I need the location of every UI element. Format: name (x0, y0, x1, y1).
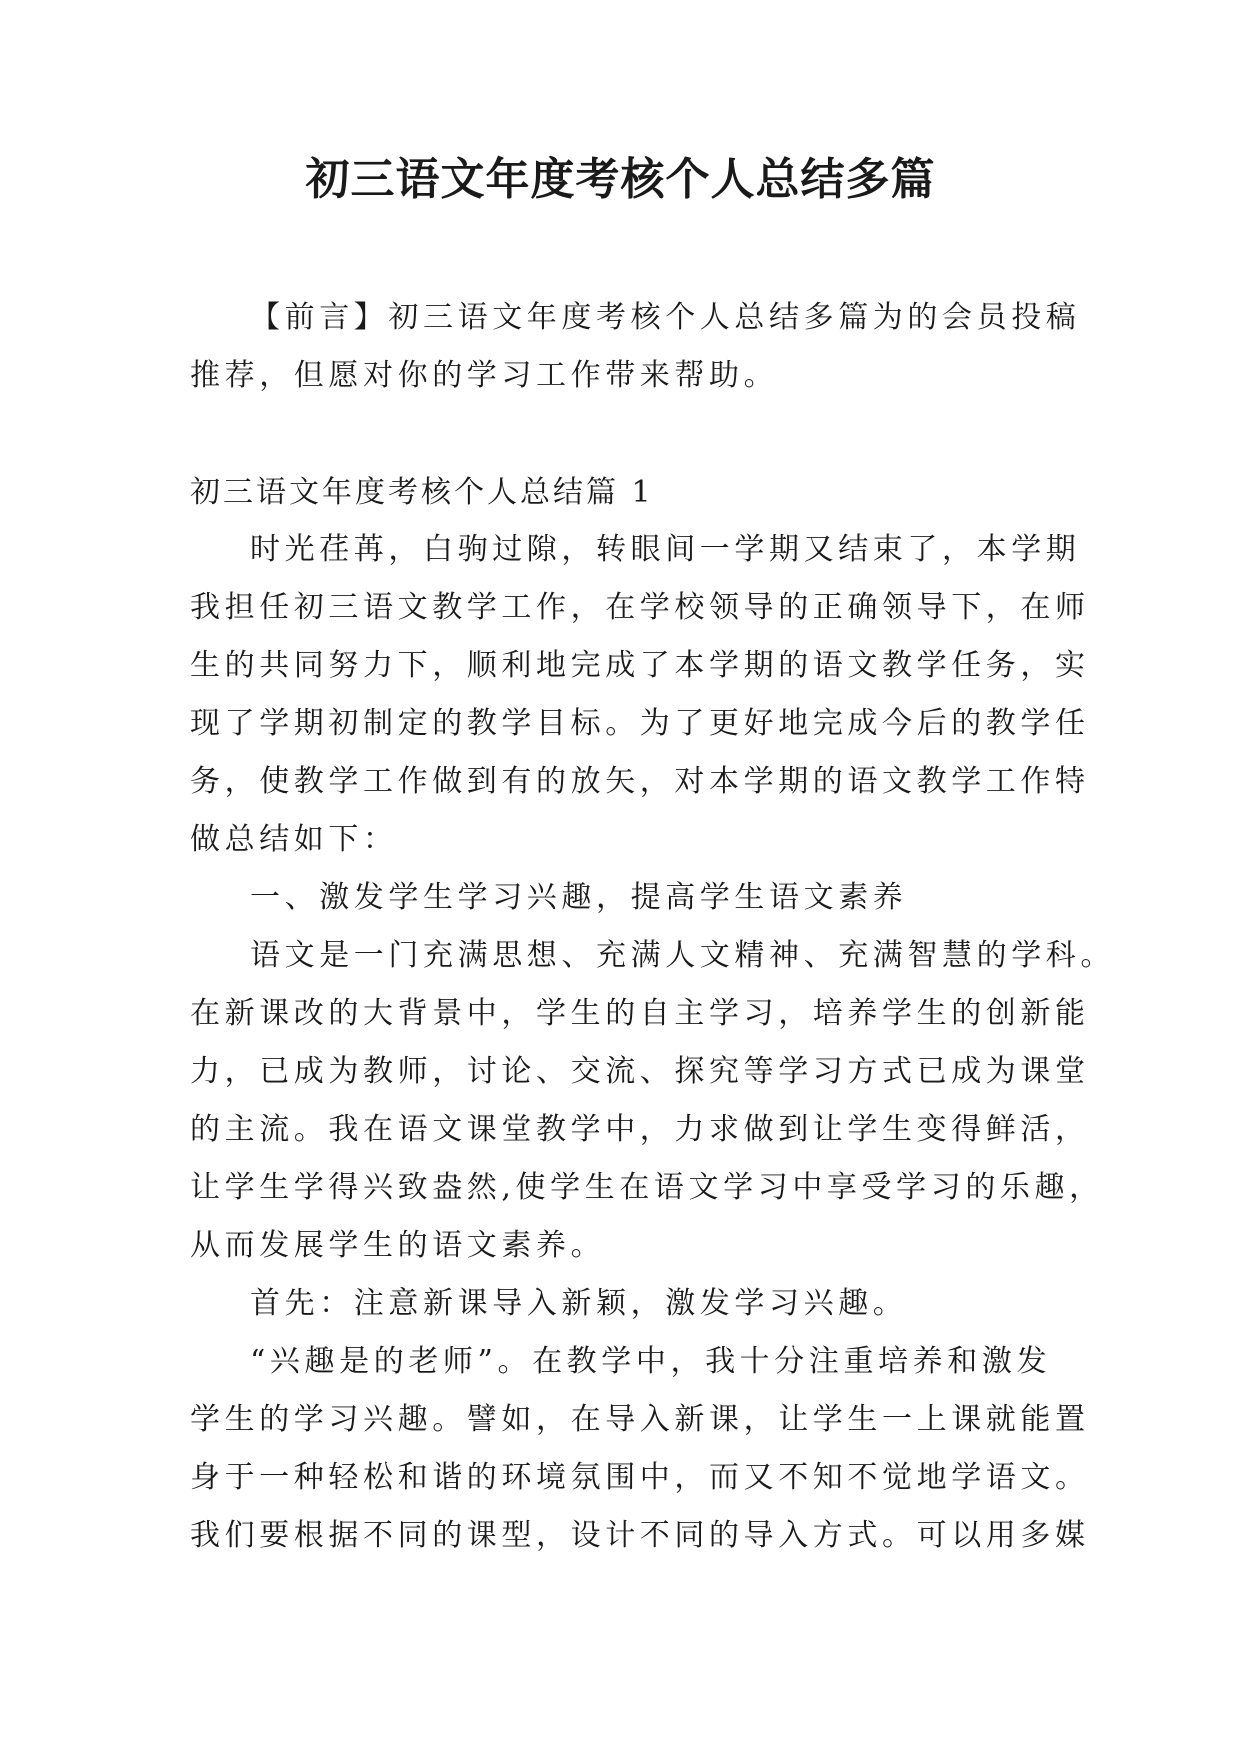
body-line: 身于一种轻松和谐的环境氛围中，而又不知不觉地学语文。 (190, 1460, 1090, 1495)
section-heading: 初三语文年度考核个人总结篇 1 (190, 475, 654, 510)
body-line: 从而发展学生的语文素养。 (190, 1228, 606, 1263)
body-line: 在新课改的大背景中，学生的自主学习，培养学生的创新能 (190, 996, 1090, 1031)
body-line: 务，使教学工作做到有的放矢，对本学期的语文教学工作特 (190, 764, 1090, 799)
preface-line: 【前言】初三语文年度考核个人总结多篇为的会员投稿 (250, 300, 1081, 335)
body-line: 力，已成为教师，讨论、交流、探究等学习方式已成为课堂 (190, 1054, 1090, 1089)
body-line: 生的共同努力下，顺利地完成了本学期的语文教学任务，实 (190, 648, 1090, 683)
body-line: 语文是一门充满思想、充满人文精神、充满智慧的学科。 (250, 938, 1115, 973)
preface-paragraph (190, 289, 1081, 405)
body-line: 做总结如下： (190, 822, 398, 857)
section-body (190, 521, 1115, 1565)
preface-line: 推荐，但愿对你的学习工作带来帮助。 (190, 358, 779, 393)
body-line: 我们要根据不同的课型，设计不同的导入方式。可以用多媒 (190, 1518, 1090, 1553)
body-line: 的主流。我在语文课堂教学中，力求做到让学生变得鲜活， (190, 1112, 1090, 1147)
body-line: 让学生学得兴致盎然,使学生在语文学习中享受学习的乐趣， (190, 1170, 1104, 1205)
body-line: 首先：注意新课导入新颖，激发学习兴趣。 (250, 1286, 908, 1321)
body-line: 我担任初三语文教学工作，在学校领导的正确领导下，在师 (190, 590, 1090, 625)
document-title: 初三语文年度考核个人总结多篇 (305, 154, 936, 205)
body-line: 学生的学习兴趣。譬如，在导入新课，让学生一上课就能置 (190, 1402, 1090, 1437)
body-line: 现了学期初制定的教学目标。为了更好地完成今后的教学任 (190, 706, 1090, 741)
body-line: 时光荏苒，白驹过隙，转眼间一学期又结束了，本学期 (250, 532, 1081, 567)
body-line: “兴趣是的老师”。在教学中，我十分注重培养和激发 (250, 1344, 1052, 1379)
body-line: 一、激发学生学习兴趣，提高学生语文素养 (250, 880, 908, 915)
